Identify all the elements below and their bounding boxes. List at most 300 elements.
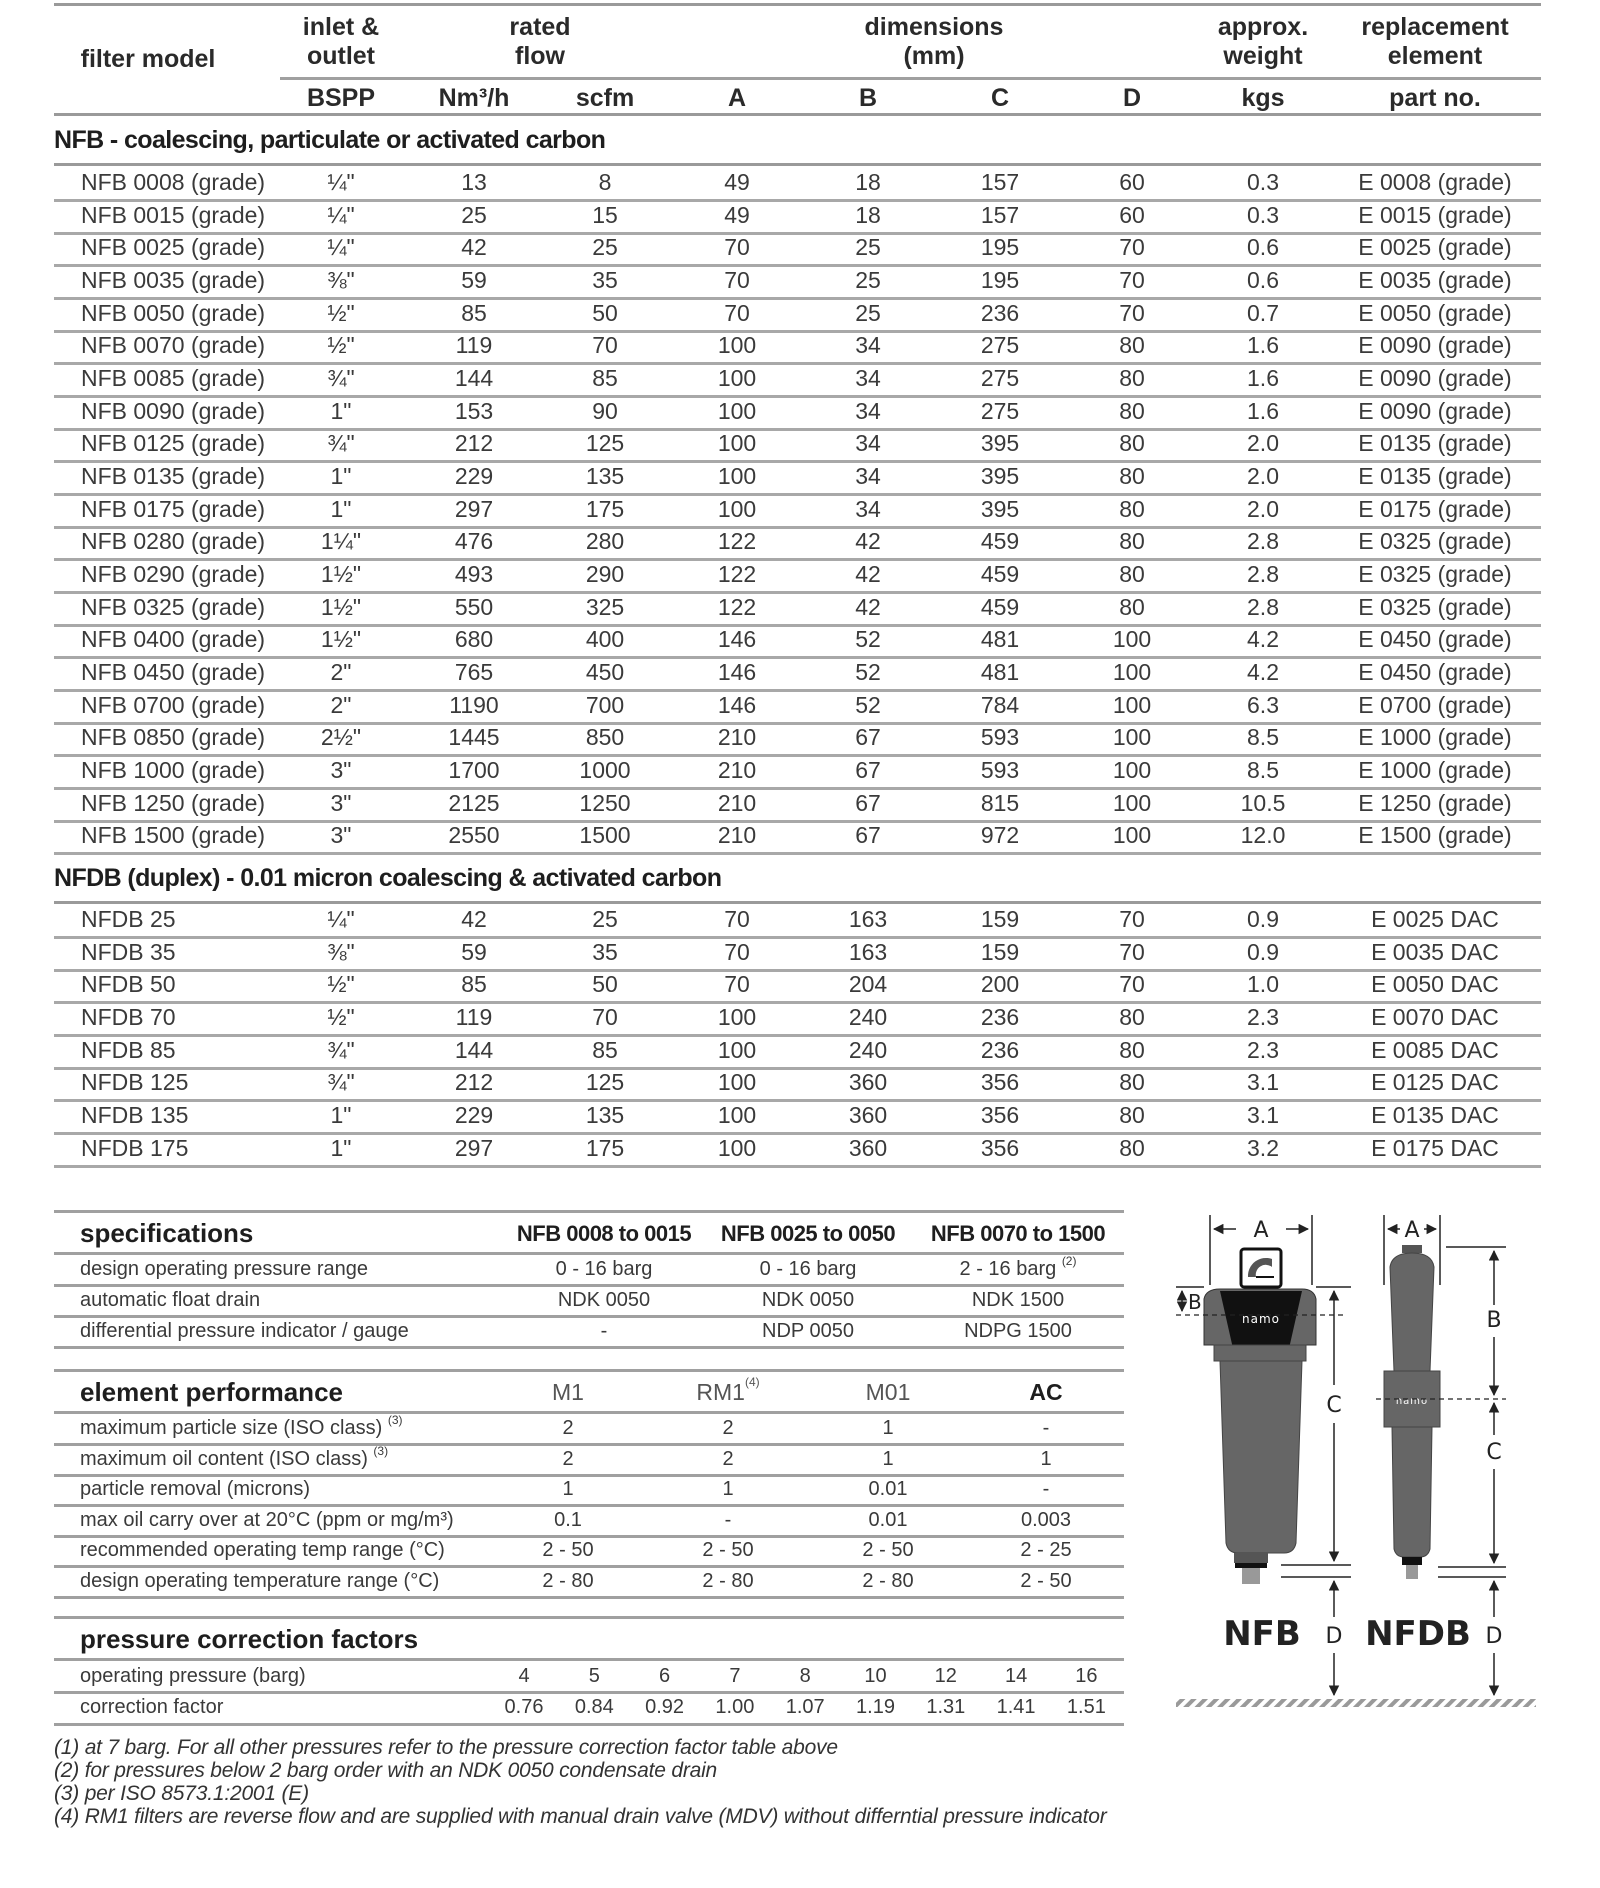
table-row — [54, 298, 1541, 331]
nfb-section-title: NFB - coalescing, particulate or activated carbon — [54, 126, 606, 154]
cell-nm3h: 493 — [454, 560, 494, 587]
perf-label-text: maximum oil content (ISO class) — [80, 1447, 368, 1470]
spec-row-divider — [54, 1315, 1124, 1318]
perf-head-rule — [54, 1411, 1124, 1414]
spec-value-text: 0 - 16 barg — [555, 1258, 653, 1280]
header-inlet-outlet — [303, 13, 379, 71]
spec-footnote-ref: (2) — [1061, 1254, 1077, 1268]
cell-kgs: 2.8 — [1247, 593, 1279, 620]
cell-nm3h: 212 — [454, 430, 494, 457]
perf-row-value: 2 — [722, 1417, 734, 1439]
cell-nm3h: 42 — [461, 906, 487, 932]
floor-hatch — [1176, 1699, 1536, 1707]
cell-c: 356 — [980, 1069, 1020, 1096]
cell-a: 210 — [717, 724, 757, 751]
cell-part-no: E 0700 (grade) — [1358, 691, 1512, 718]
cell-nm3h: 85 — [461, 299, 487, 326]
header-unit-nm3h: Nm³/h — [438, 84, 510, 112]
row-divider — [54, 1165, 1541, 1168]
cell-nm3h: 144 — [454, 364, 494, 391]
cell-scfm: 700 — [585, 691, 625, 718]
perf-row-divider — [54, 1596, 1124, 1599]
cell-bspp: ¼" — [327, 906, 355, 932]
table-row — [54, 494, 1541, 527]
spec-value-text: NDP 0050 — [762, 1320, 854, 1342]
cell-kgs: 3.1 — [1247, 1101, 1279, 1128]
cell-nm3h: 59 — [461, 938, 487, 965]
cell-d: 80 — [1119, 462, 1145, 489]
pcf-factor-value: 1.41 — [996, 1696, 1036, 1718]
cell-b: 34 — [855, 397, 881, 424]
cell-a: 100 — [717, 462, 757, 489]
pressure-correction-title: pressure correction factors — [80, 1624, 419, 1654]
pcf-factor-value: 1.19 — [856, 1696, 895, 1718]
header-replacement-element — [1361, 13, 1508, 71]
cell-kgs: 0.7 — [1247, 299, 1279, 326]
cell-bspp: 2" — [330, 658, 352, 685]
cell-part-no: E 0090 (grade) — [1358, 364, 1512, 391]
cell-d: 70 — [1119, 906, 1145, 932]
cell-a: 70 — [724, 299, 750, 326]
header-unit-d: D — [1122, 84, 1142, 112]
cell-nm3h: 550 — [454, 593, 494, 620]
table-row — [54, 592, 1541, 625]
cell-part-no: E 0135 DAC — [1371, 1101, 1499, 1128]
header-filter-model: filter model — [80, 45, 216, 73]
cell-a: 100 — [717, 430, 757, 457]
cell-c: 157 — [980, 201, 1020, 228]
cell-kgs: 1.6 — [1247, 332, 1279, 359]
cell-c: 593 — [980, 756, 1020, 783]
cell-a: 70 — [724, 234, 750, 261]
cell-nm3h: 1700 — [448, 756, 500, 783]
cell-kgs: 2.3 — [1247, 1003, 1279, 1030]
spec-col-1: NFB 0008 to 0015 — [516, 1221, 692, 1246]
perf-top-rule — [54, 1369, 1124, 1372]
cell-scfm: 15 — [592, 201, 618, 228]
cell-bspp: ⅜" — [327, 938, 355, 965]
cell-b: 240 — [848, 1003, 888, 1030]
header-unit-kgs: kgs — [1241, 84, 1285, 112]
cell-d: 80 — [1119, 1101, 1145, 1128]
cell-d: 80 — [1119, 1069, 1145, 1096]
cell-a: 100 — [717, 1003, 757, 1030]
cell-d: 100 — [1112, 822, 1152, 849]
cell-kgs: 0.3 — [1247, 169, 1279, 195]
filter-dimension-diagram — [1176, 1205, 1556, 1745]
cell-bspp: ½" — [327, 1003, 355, 1030]
perf-row-value: 2 — [562, 1447, 574, 1470]
cell-model: NFDB 70 — [81, 1003, 176, 1030]
cell-d: 100 — [1112, 626, 1152, 653]
cell-model: NFB 1250 (grade) — [81, 789, 266, 816]
pcf-factor-value: 1.00 — [715, 1696, 755, 1718]
cell-scfm: 1500 — [579, 822, 631, 849]
cell-d: 80 — [1119, 495, 1145, 522]
perf-label-text: max oil carry over at 20°C (ppm or mg/m³) — [80, 1508, 454, 1531]
perf-row-divider — [54, 1443, 1124, 1446]
cell-bspp: 1" — [330, 1134, 352, 1161]
cell-a: 70 — [724, 906, 750, 932]
pcf-mid-rule — [54, 1691, 1124, 1694]
cell-a: 100 — [717, 364, 757, 391]
cell-bspp: ¼" — [327, 169, 355, 195]
cell-c: 481 — [980, 658, 1020, 685]
cell-model: NFDB 175 — [81, 1134, 189, 1161]
pcf-pressure-value: 14 — [1004, 1665, 1028, 1687]
spec-value-text: NDK 0050 — [557, 1289, 651, 1311]
cell-part-no: E 0035 DAC — [1371, 938, 1499, 965]
cell-part-no: E 0135 (grade) — [1358, 462, 1512, 489]
cell-a: 100 — [717, 1036, 757, 1063]
cell-kgs: 8.5 — [1247, 724, 1279, 751]
cell-b: 42 — [855, 560, 881, 587]
perf-row-value: 1 — [562, 1478, 574, 1500]
cell-d: 80 — [1119, 397, 1145, 424]
cell-b: 34 — [855, 495, 881, 522]
cell-part-no: E 1500 (grade) — [1358, 822, 1512, 849]
nfb-dim-c-label: C — [1326, 1393, 1342, 1418]
cell-part-no: E 0050 (grade) — [1358, 299, 1512, 326]
pcf-pressure-value: 7 — [729, 1665, 741, 1687]
cell-d: 60 — [1119, 201, 1145, 228]
header-unit-part-no: part no. — [1389, 84, 1481, 112]
cell-d: 100 — [1112, 724, 1152, 751]
pcf-factor-value: 1.31 — [926, 1696, 966, 1718]
cell-part-no: E 0008 (grade) — [1358, 169, 1512, 195]
table-row — [54, 461, 1541, 494]
cell-b: 34 — [855, 364, 881, 391]
cell-a: 146 — [717, 658, 757, 685]
pcf-head-rule — [54, 1658, 1124, 1661]
cell-c: 784 — [980, 691, 1020, 718]
pcf-top-rule — [54, 1616, 1124, 1619]
cell-model: NFDB 135 — [81, 1101, 189, 1128]
specifications-title: specifications — [80, 1218, 254, 1248]
cell-nm3h: 229 — [454, 1101, 494, 1128]
cell-nm3h: 1445 — [448, 724, 500, 751]
pcf-pressure-value: 6 — [659, 1665, 671, 1687]
table-row — [54, 969, 1541, 1002]
spec-col-3: NFB 0070 to 1500 — [930, 1221, 1106, 1246]
pressure-correction-table — [54, 1616, 1124, 1726]
header-replacement-line2: element — [1387, 42, 1483, 70]
perf-row-divider — [54, 1474, 1124, 1477]
cell-bspp: ¾" — [327, 1036, 355, 1063]
cell-bspp: ⅜" — [327, 266, 355, 293]
cell-c: 236 — [980, 1036, 1020, 1063]
spec-col-2: NFB 0025 to 0050 — [720, 1221, 896, 1246]
cell-c: 236 — [980, 1003, 1020, 1030]
cell-scfm: 175 — [585, 495, 625, 522]
cell-bspp: ¾" — [327, 430, 355, 457]
perf-row-divider — [54, 1504, 1124, 1507]
cell-model: NFB 0015 (grade) — [81, 201, 266, 228]
cell-scfm: 8 — [598, 169, 612, 195]
cell-bspp: 1" — [330, 1101, 352, 1128]
cell-kgs: 2.0 — [1247, 462, 1279, 489]
nfb-title-rule — [54, 163, 1541, 166]
header-weight-line1: approx. — [1217, 13, 1309, 41]
cell-b: 360 — [848, 1069, 888, 1096]
cell-part-no: E 1000 (grade) — [1358, 724, 1512, 751]
cell-b: 18 — [855, 201, 881, 228]
cell-scfm: 70 — [592, 332, 618, 359]
cell-c: 275 — [980, 397, 1020, 424]
cell-c: 972 — [980, 822, 1020, 849]
table-row — [54, 820, 1541, 853]
cell-c: 275 — [980, 332, 1020, 359]
perf-col-m1: M1 — [552, 1379, 584, 1405]
cell-model: NFB 0325 (grade) — [81, 593, 266, 620]
cell-model: NFB 0090 (grade) — [81, 397, 266, 424]
cell-b: 34 — [855, 332, 881, 359]
cell-part-no: E 0325 (grade) — [1358, 593, 1512, 620]
header-dimensions-line1: dimensions — [864, 13, 1004, 41]
cell-b: 25 — [855, 266, 881, 293]
cell-kgs: 6.3 — [1247, 691, 1279, 718]
perf-row-value: - — [1042, 1478, 1050, 1500]
cell-c: 356 — [980, 1101, 1020, 1128]
cell-part-no: E 0015 (grade) — [1358, 201, 1512, 228]
cell-nm3h: 25 — [461, 201, 487, 228]
nfb-dim-b-label: B — [1188, 1290, 1202, 1314]
perf-col-rm1-label: RM1 — [696, 1379, 745, 1405]
cell-part-no: E 0175 (grade) — [1358, 495, 1512, 522]
cell-model: NFB 0700 (grade) — [81, 691, 266, 718]
cell-model: NFB 0400 (grade) — [81, 626, 266, 653]
cell-c: 459 — [980, 528, 1020, 555]
cell-scfm: 1250 — [579, 789, 631, 816]
cell-d: 70 — [1119, 971, 1145, 998]
header-dimensions-line2: (mm) — [903, 42, 965, 70]
cell-part-no: E 0325 (grade) — [1358, 560, 1512, 587]
table-row — [54, 559, 1541, 592]
table-row — [54, 1002, 1541, 1035]
cell-part-no: E 0085 DAC — [1371, 1036, 1499, 1063]
cell-kgs: 4.2 — [1247, 658, 1279, 685]
header-unit-scfm: scfm — [575, 84, 635, 112]
cell-b: 34 — [855, 462, 881, 489]
cell-nm3h: 680 — [454, 626, 494, 653]
pcf-pressure-value: 12 — [934, 1665, 957, 1687]
cell-bspp: 3" — [330, 789, 352, 816]
cell-part-no: E 1000 (grade) — [1358, 756, 1512, 783]
cell-nm3h: 765 — [454, 658, 494, 685]
cell-scfm: 400 — [585, 626, 625, 653]
cell-kgs: 0.6 — [1247, 266, 1279, 293]
cell-b: 25 — [855, 299, 881, 326]
cell-scfm: 135 — [585, 1101, 625, 1128]
table-row — [54, 755, 1541, 788]
cell-d: 100 — [1112, 756, 1152, 783]
cell-scfm: 1000 — [579, 756, 631, 783]
cell-a: 100 — [717, 1134, 757, 1161]
spec-row-value — [762, 1289, 854, 1312]
perf-row-value: 2 — [722, 1447, 734, 1470]
cell-nm3h: 13 — [461, 169, 487, 195]
cell-d: 80 — [1119, 1036, 1145, 1063]
nfdb-section-title: NFDB (duplex) - 0.01 micron coalescing & activated carbon — [54, 864, 722, 892]
nfb-filter-drawing — [1176, 1215, 1351, 1695]
cell-scfm: 50 — [592, 971, 618, 998]
perf-row-value: 2 - 80 — [862, 1569, 914, 1592]
spec-row-value — [601, 1320, 608, 1343]
cell-kgs: 0.3 — [1247, 201, 1279, 228]
table-row — [54, 428, 1541, 461]
cell-b: 360 — [848, 1134, 888, 1161]
cell-model: NFB 0290 (grade) — [81, 560, 266, 587]
cell-d: 70 — [1119, 234, 1145, 261]
cell-bspp: ¾" — [327, 364, 355, 391]
cell-part-no: E 0090 (grade) — [1358, 332, 1512, 359]
cell-nm3h: 119 — [455, 1003, 493, 1030]
cell-bspp: ¾" — [327, 1069, 355, 1096]
cell-c: 459 — [980, 593, 1020, 620]
cell-c: 395 — [980, 430, 1020, 457]
cell-d: 100 — [1112, 691, 1152, 718]
cell-kgs: 2.0 — [1247, 430, 1279, 457]
cell-d: 80 — [1119, 364, 1145, 391]
pcf-factor-value: 1.51 — [1066, 1696, 1106, 1718]
pcf-factor-value: 0.76 — [504, 1696, 544, 1718]
table-row — [54, 265, 1541, 298]
perf-row-value: 0.01 — [868, 1508, 908, 1531]
cell-d: 80 — [1119, 332, 1145, 359]
cell-c: 481 — [980, 626, 1020, 653]
header-inlet-line2: outlet — [306, 42, 376, 70]
cell-kgs: 2.8 — [1247, 560, 1279, 587]
cell-b: 25 — [855, 234, 881, 261]
cell-bspp: 1½" — [320, 593, 362, 620]
perf-row-value: 2 - 50 — [542, 1539, 594, 1561]
header-approx-weight — [1218, 13, 1308, 71]
header-rated-flow — [509, 13, 570, 71]
cell-part-no: E 0450 (grade) — [1358, 658, 1512, 685]
specifications-table — [54, 1210, 1124, 1350]
cell-b: 52 — [855, 658, 881, 685]
table-row — [54, 1035, 1541, 1068]
cell-scfm: 290 — [585, 560, 625, 587]
cell-b: 34 — [855, 430, 881, 457]
cell-a: 49 — [724, 169, 750, 195]
cell-b: 67 — [855, 789, 881, 816]
cell-part-no: E 1250 (grade) — [1358, 789, 1512, 816]
cell-model: NFDB 50 — [81, 971, 176, 998]
cell-part-no: E 0125 DAC — [1371, 1069, 1499, 1096]
cell-nm3h: 85 — [461, 971, 487, 998]
cell-d: 100 — [1112, 789, 1152, 816]
cell-b: 42 — [855, 528, 881, 555]
table-row — [54, 526, 1541, 559]
cell-model: NFDB 125 — [81, 1069, 189, 1096]
cell-a: 100 — [717, 495, 757, 522]
cell-a: 210 — [717, 756, 757, 783]
cell-d: 70 — [1119, 266, 1145, 293]
cell-part-no: E 0070 DAC — [1371, 1003, 1499, 1030]
cell-c: 459 — [980, 560, 1020, 587]
nfdb-dim-b-label: B — [1486, 1308, 1502, 1333]
cell-scfm: 85 — [592, 364, 618, 391]
spec-head-rule — [54, 1252, 1124, 1255]
table-row — [54, 937, 1541, 970]
cell-model: NFDB 85 — [81, 1036, 176, 1063]
cell-d: 80 — [1119, 528, 1145, 555]
cell-b: 163 — [848, 906, 888, 932]
table-row — [54, 788, 1541, 821]
cell-b: 42 — [855, 593, 881, 620]
cell-c: 236 — [980, 299, 1020, 326]
cell-nm3h: 229 — [454, 462, 494, 489]
cell-part-no: E 0025 DAC — [1371, 906, 1499, 932]
cell-scfm: 90 — [592, 397, 618, 424]
cell-model: NFB 0450 (grade) — [81, 658, 266, 685]
cell-scfm: 175 — [585, 1134, 625, 1161]
pcf-bottom-rule — [54, 1723, 1124, 1726]
cell-model: NFDB 35 — [81, 938, 176, 965]
nfb-brand-logo: namo — [1242, 1312, 1280, 1326]
table-row — [54, 232, 1541, 265]
cell-a: 100 — [717, 332, 757, 359]
cell-d: 100 — [1112, 658, 1152, 685]
footnote-3: (3) per ISO 8573.1:2001 (E) — [54, 1782, 309, 1805]
perf-row-value: 1 — [882, 1417, 894, 1439]
perf-label-text: maximum particle size (ISO class) — [80, 1417, 383, 1439]
pcf-factor-value: 0.84 — [574, 1696, 614, 1718]
cell-c: 157 — [980, 169, 1020, 195]
table-row — [54, 722, 1541, 755]
cell-c: 395 — [980, 462, 1020, 489]
pcf-pressure-value: 4 — [518, 1665, 530, 1687]
table-row — [54, 657, 1541, 690]
cell-b: 360 — [848, 1101, 888, 1128]
cell-nm3h: 297 — [454, 495, 494, 522]
cell-model: NFB 0025 (grade) — [81, 234, 266, 261]
cell-bspp: 3" — [330, 756, 352, 783]
perf-row-value: 0.1 — [554, 1508, 582, 1531]
cell-model: NFB 0850 (grade) — [81, 724, 266, 751]
perf-row-value: 1 — [1040, 1447, 1052, 1470]
spec-row-divider — [54, 1346, 1124, 1349]
spec-row-value — [972, 1289, 1064, 1312]
cell-scfm: 25 — [592, 906, 618, 932]
cell-d: 80 — [1119, 1134, 1145, 1161]
cell-a: 122 — [717, 560, 757, 587]
cell-bspp: 1¼" — [320, 528, 362, 555]
cell-part-no: E 0325 (grade) — [1358, 528, 1512, 555]
perf-row-label — [80, 1478, 310, 1501]
cell-a: 122 — [717, 593, 757, 620]
table-row — [54, 1133, 1541, 1166]
cell-bspp: 1" — [330, 462, 352, 489]
table-row — [54, 330, 1541, 363]
cell-model: NFB 1000 (grade) — [81, 756, 266, 783]
nfdb-filter-drawing — [1365, 1215, 1506, 1695]
cell-model: NFB 0035 (grade) — [81, 266, 266, 293]
header-replacement-line1: replacement — [1361, 13, 1509, 41]
perf-label-text: recommended operating temp range (°C) — [80, 1539, 445, 1561]
table-row — [54, 1067, 1541, 1100]
cell-kgs: 10.5 — [1240, 789, 1286, 816]
cell-bspp: 1½" — [320, 626, 362, 653]
spec-value-text: NDK 1500 — [971, 1289, 1065, 1311]
cell-nm3h: 119 — [455, 332, 493, 359]
table-row — [54, 167, 1541, 200]
perf-row-value: - — [1042, 1417, 1050, 1439]
nfdb-dim-c-label: C — [1486, 1440, 1502, 1465]
cell-part-no: E 0025 (grade) — [1358, 234, 1512, 261]
perf-row-value: 2 - 50 — [862, 1539, 914, 1561]
